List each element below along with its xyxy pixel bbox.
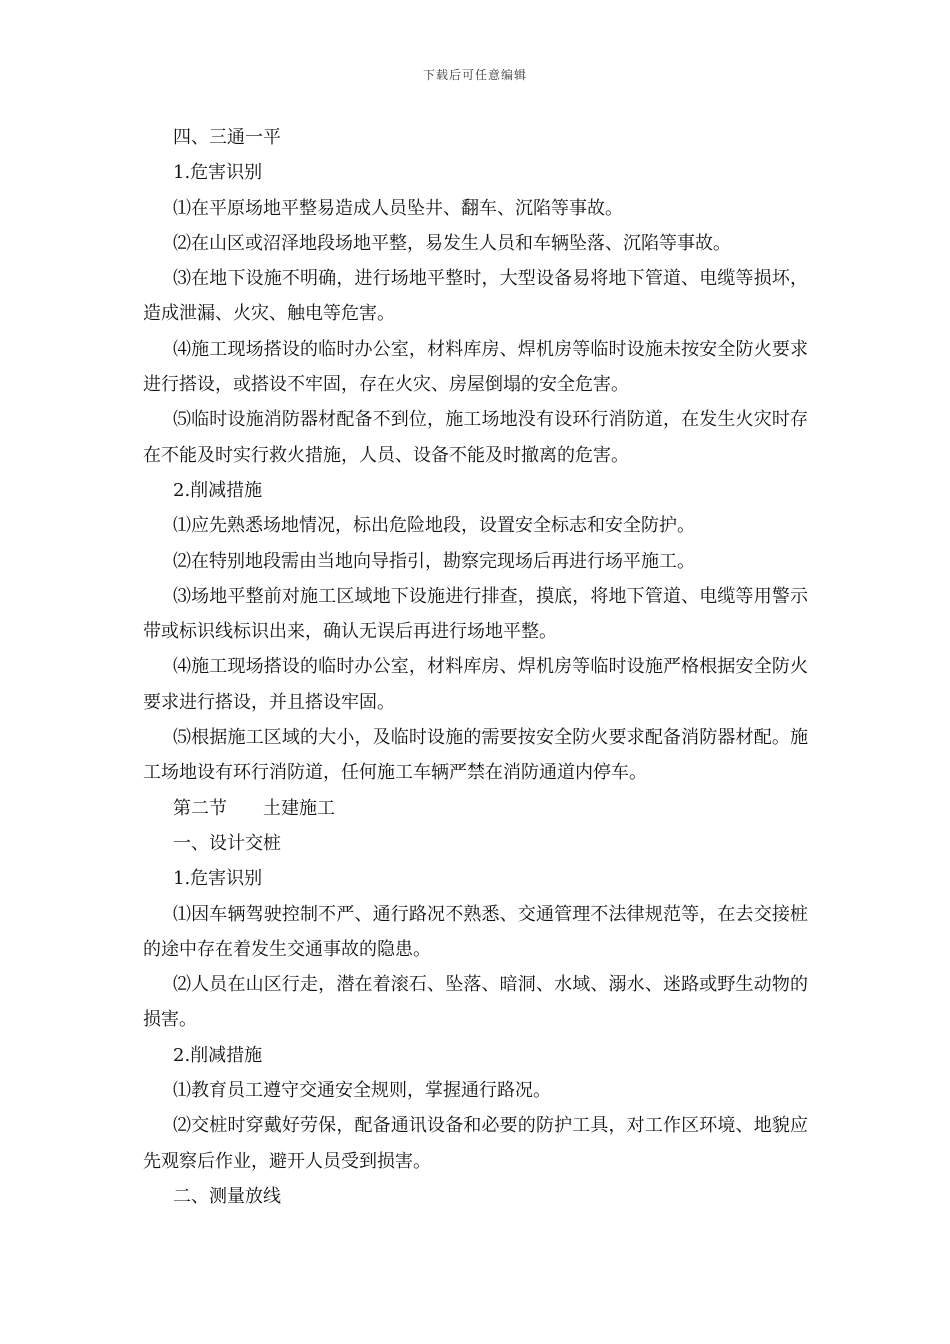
paragraph: ⑵在山区或沼泽地段场地平整，易发生人员和车辆坠落、沉陷等事故。	[173, 232, 731, 254]
paragraph: ⑵交桩时穿戴好劳保，配备通讯设备和必要的防护工具，对工作区环境、地貌应先观察后作业，避开人员受到损害。	[143, 1115, 808, 1172]
paragraph: ⑵人员在山区行走，潜在着滚石、坠落、暗洞、水域、溺水、迷路或野生动物的损害。	[143, 974, 808, 1031]
page-header: 下载后可任意编辑	[422, 68, 527, 82]
paragraph: ⑴在平原场地平整易造成人员坠井、翻车、沉陷等事故。	[173, 197, 623, 219]
paragraph: ⑶场地平整前对施工区域地下设施进行排查，摸底，将地下管道、电缆等用警示带或标识线标识出来，确认无误后再进行场地平整。	[143, 585, 808, 643]
paragraph: ⑵在特别地段需由当地向导指引，勘察完现场后再进行场平施工。	[173, 550, 695, 572]
subsection-heading: 1.危害识别	[173, 868, 263, 890]
section-heading: 一、设计交桩	[173, 832, 281, 854]
section-heading: 二、测量放线	[173, 1185, 281, 1207]
paragraph: ⑸根据施工区域的大小，及临时设施的需要按安全防火要求配备消防器材配。施工场地设有环行消防道，任何施工车辆严禁在消防通道内停车。	[143, 727, 808, 784]
paragraph: ⑶在地下设施不明确，进行场地平整时，大型设备易将地下管道、电缆等损坏，造成泄漏、火灾、触电等危害。	[143, 268, 808, 325]
section-heading: 四、三通一平	[173, 127, 281, 148]
subsection-heading: 2.削减措施	[173, 479, 263, 501]
paragraph: ⑸临时设施消防器材配备不到位，施工场地没有设环行消防道，在发生火灾时存在不能及时实行救火措施，人员、设备不能及时撤离的危害。	[143, 409, 808, 466]
paragraph: ⑷施工现场搭设的临时办公室，材料库房、焊机房等临时设施未按安全防火要求进行搭设，或搭设不牢固，存在火灾、房屋倒塌的安全危害。	[143, 338, 808, 396]
subsection-heading: 1.危害识别	[173, 162, 263, 184]
paragraph: ⑷施工现场搭设的临时办公室，材料库房、焊机房等临时设施严格根据安全防火要求进行搭设，并且搭设牢固。	[143, 656, 808, 713]
paragraph: ⑴教育员工遵守交通安全规则，掌握通行路况。	[173, 1080, 551, 1102]
paragraph: ⑴因车辆驾驶控制不严、通行路况不熟悉、交通管理不法律规范等，在去交接桩的途中存在着发生交通事故的隐患。	[143, 903, 808, 960]
document-body	[143, 120, 808, 1214]
chapter-heading: 第二节 土建施工	[173, 797, 335, 819]
paragraph: ⑴应先熟悉场地情况，标出危险地段，设置安全标志和安全防护。	[173, 515, 695, 537]
subsection-heading: 2.削减措施	[173, 1044, 263, 1066]
